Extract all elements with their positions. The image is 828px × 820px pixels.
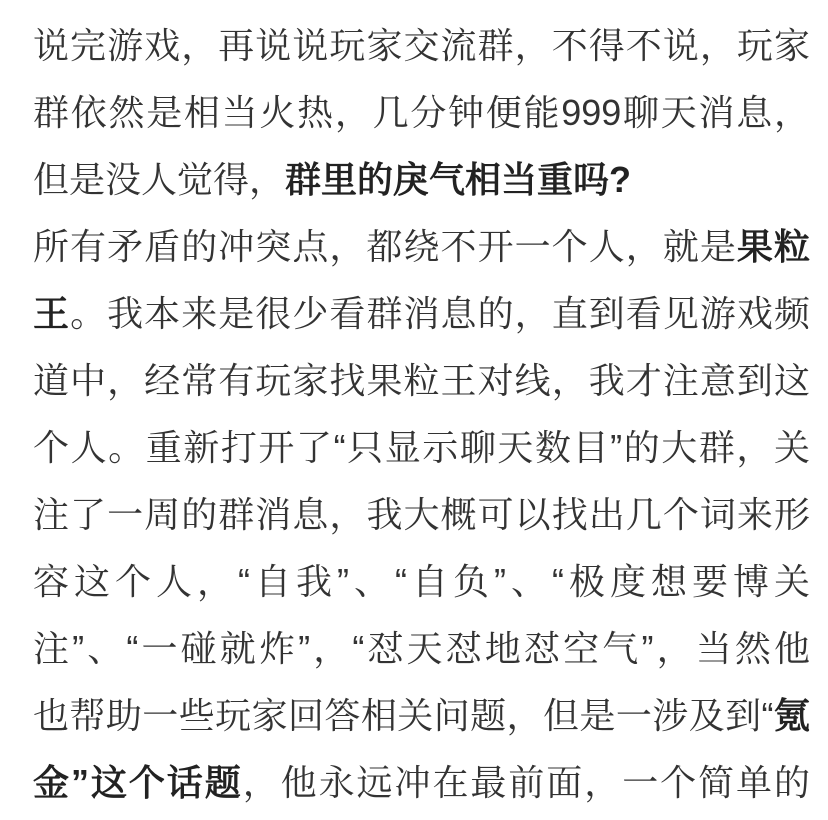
text-segment: 。我本来是很少看群消息的，直到看见游戏频 <box>70 293 810 334</box>
paragraph <box>33 12 810 213</box>
text-segment: 所有矛盾的冲突点，都绕不开一个人，就是 <box>33 226 737 267</box>
text-line <box>33 213 810 280</box>
text-line <box>33 280 810 347</box>
text-line <box>33 749 810 816</box>
bold-text-segment: 群里的戾气相当重吗? <box>285 159 632 200</box>
text-segment: 道中，经常有玩家找果粒王对线，我才注意到这 <box>33 360 810 401</box>
text-segment: 注”、“一碰就炸”，“怼天怼地怼空气”，当然他 <box>33 628 810 669</box>
bold-text-segment: 氪 <box>773 695 810 736</box>
text-line <box>33 347 810 414</box>
text-segment: 说完游戏，再说说玩家交流群，不得不说，玩家 <box>33 25 810 66</box>
text-segment: 容这个人，“自我”、“自负”、“极度想要博关 <box>33 561 810 602</box>
text-line <box>33 12 810 79</box>
text-line <box>33 548 810 615</box>
text-line <box>33 146 810 213</box>
text-line <box>33 79 810 146</box>
text-segment: 但是没人觉得， <box>33 159 286 200</box>
text-segment: 也帮助一些玩家回答相关问题，但是一涉及到“ <box>33 695 774 736</box>
bold-text-segment: 王 <box>33 293 71 334</box>
bold-text-segment: 金”这个话题 <box>33 762 243 803</box>
bold-text-segment: 果粒 <box>736 226 810 267</box>
text-segment: 群依然是相当火热，几分钟便能999聊天消息， <box>33 92 810 133</box>
text-line <box>33 615 810 682</box>
text-line <box>33 682 810 749</box>
text-segment: ，他永远冲在最前面，一个简单的 <box>242 762 810 803</box>
paragraph <box>33 213 810 816</box>
text-line <box>33 414 810 481</box>
text-line <box>33 481 810 548</box>
text-segment: 个人。重新打开了“只显示聊天数目”的大群，关 <box>33 427 810 468</box>
text-segment: 注了一周的群消息，我大概可以找出几个词来形 <box>33 494 810 535</box>
